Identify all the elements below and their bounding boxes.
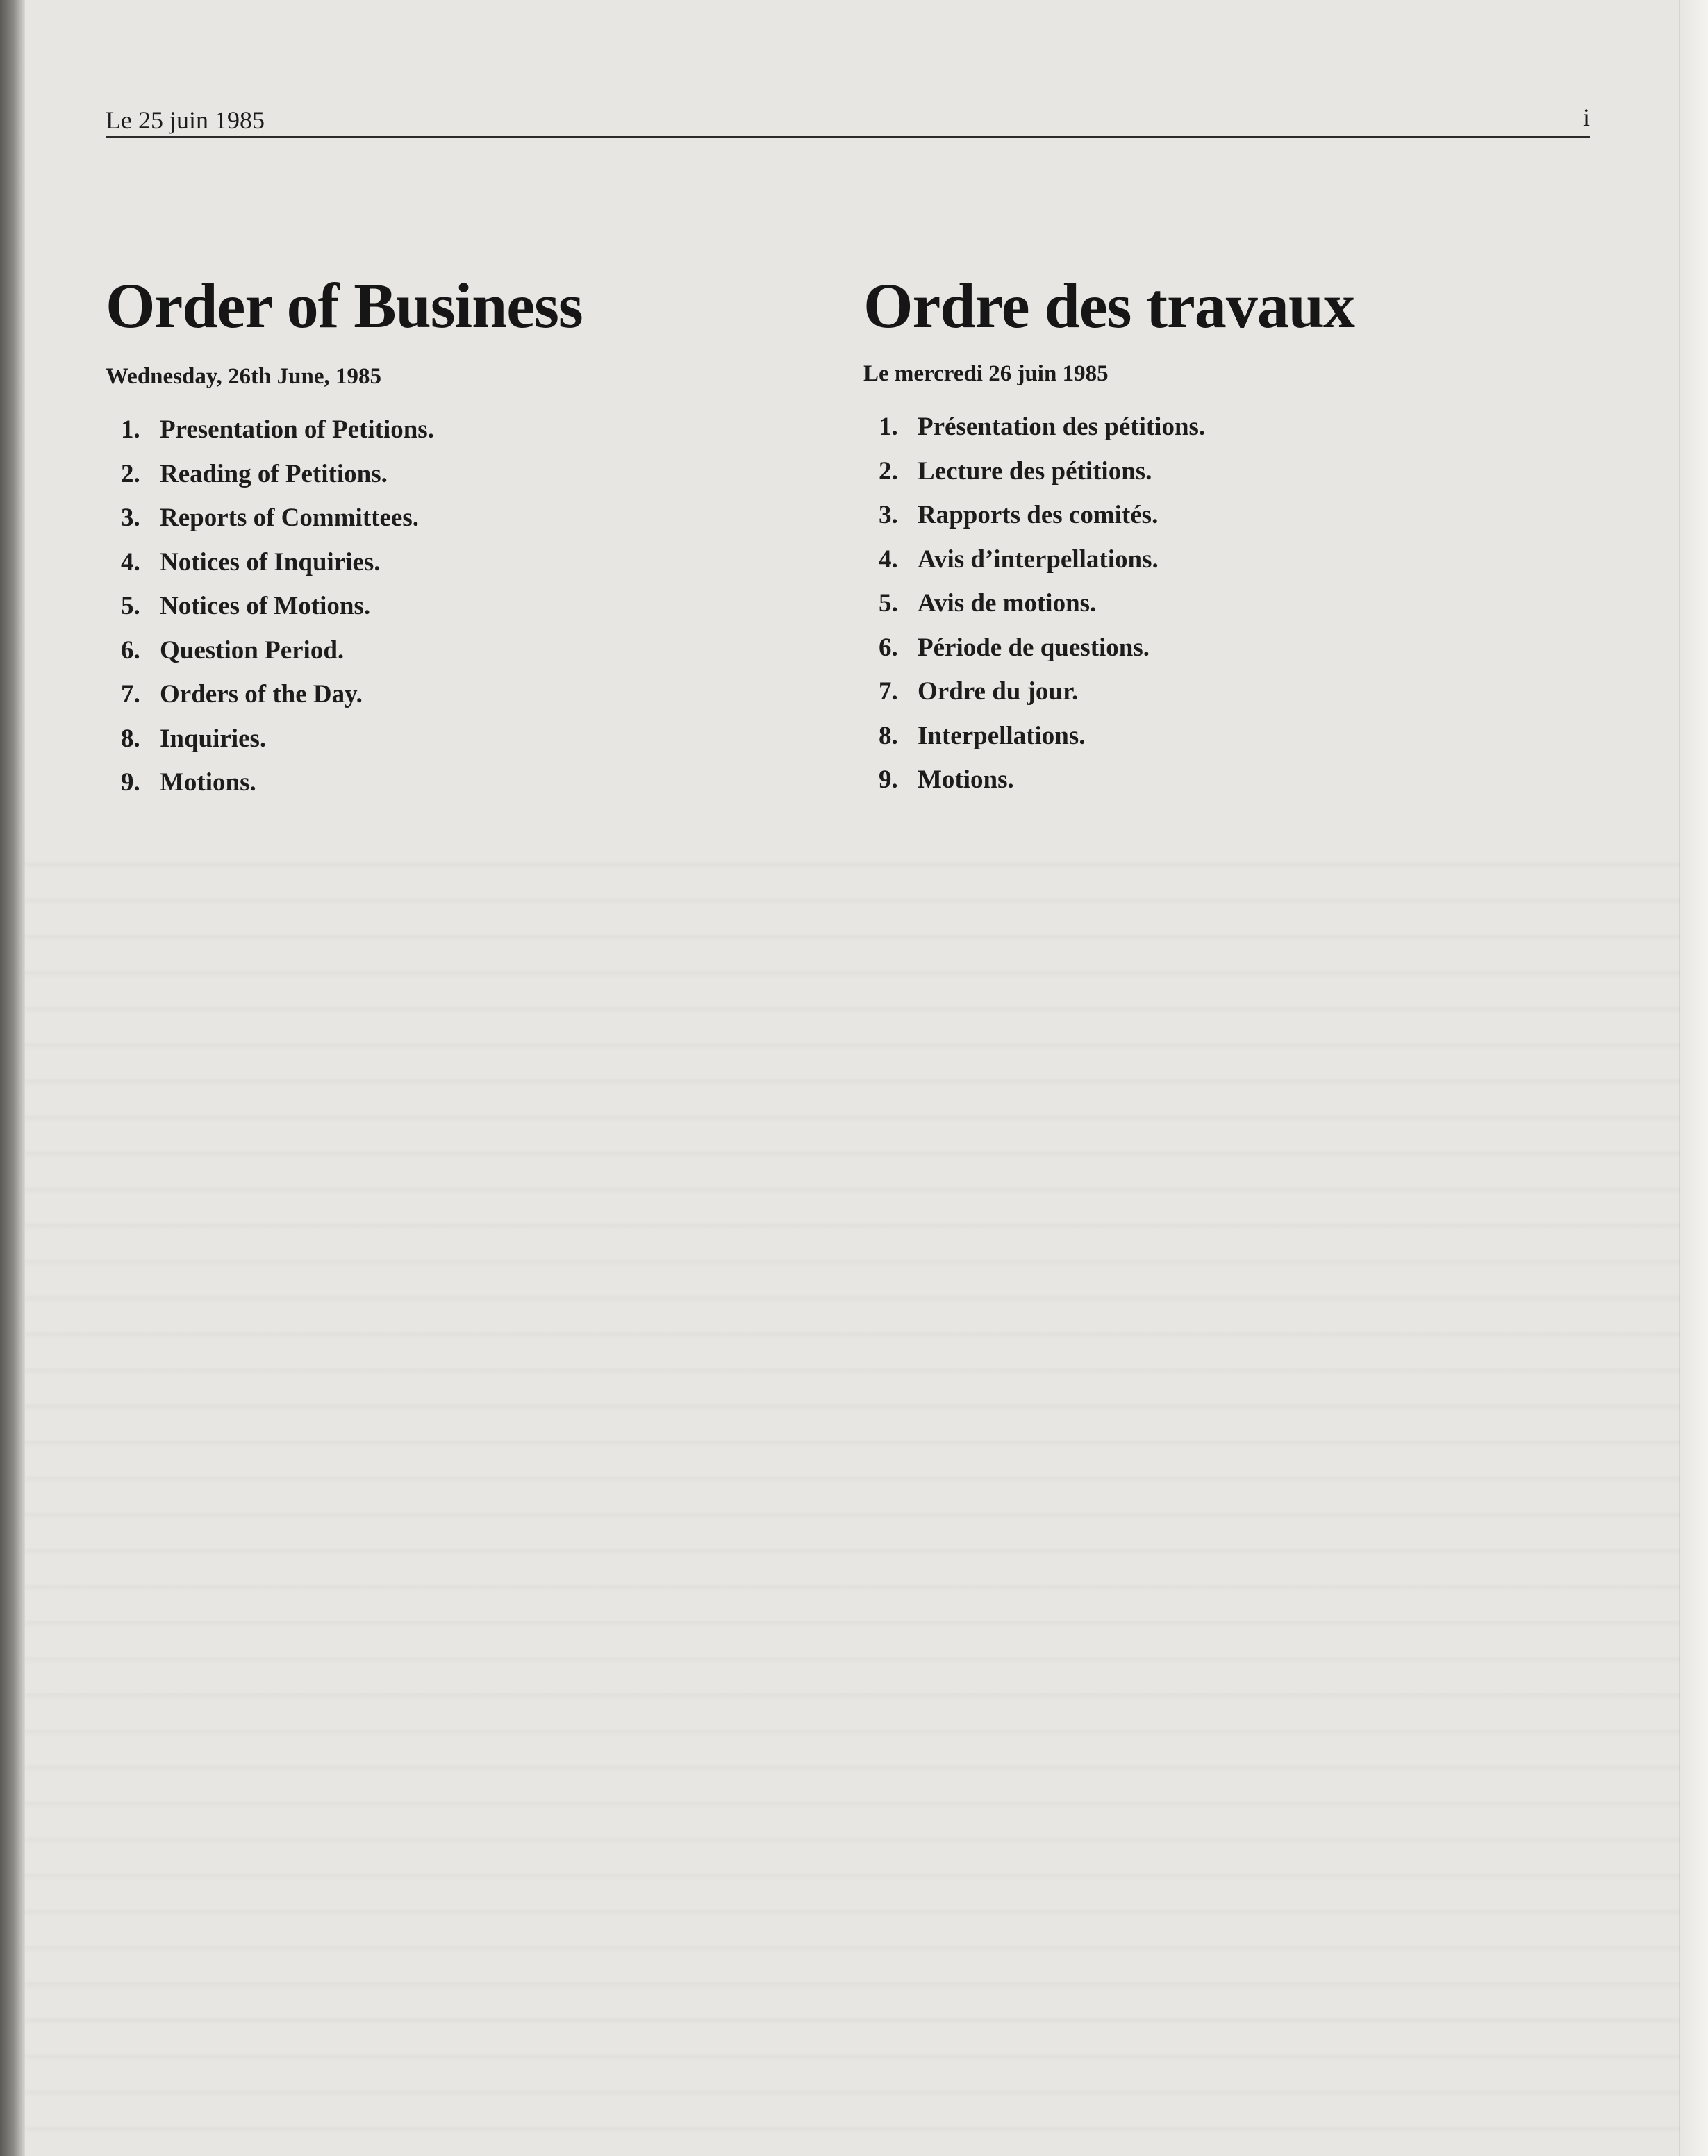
list-item (121, 496, 828, 540)
english-date: Wednesday, 26th June, 1985 (106, 364, 381, 389)
english-order-list (106, 408, 828, 805)
list-item (879, 758, 1586, 802)
item-number: 8. (121, 724, 140, 753)
english-title: Order of Business (106, 270, 583, 341)
item-number: 5. (121, 592, 140, 620)
list-item (121, 452, 828, 497)
item-number: 6. (879, 633, 898, 662)
item-label: Motions. (918, 765, 1014, 794)
page-number: i (1582, 103, 1590, 131)
item-number: 4. (121, 547, 140, 577)
item-number: 2. (121, 459, 140, 488)
item-label: Avis de motions. (918, 589, 1097, 617)
page-right-edge (1679, 0, 1708, 2156)
list-item (879, 670, 1586, 714)
item-number: 3. (121, 504, 140, 532)
show-through-texture (25, 834, 1680, 2156)
item-label: Ordre du jour. (918, 677, 1079, 706)
item-number: 9. (879, 765, 898, 794)
item-label: Présentation des pétitions. (918, 413, 1206, 441)
item-label: Inquiries. (160, 724, 267, 753)
list-item (121, 629, 828, 673)
item-label: Lecture des pétitions. (918, 456, 1152, 486)
item-label: Rapports des comités. (918, 501, 1159, 529)
item-number: 8. (879, 721, 898, 750)
list-item (121, 672, 828, 717)
french-date: Le mercredi 26 juin 1985 (863, 361, 1109, 386)
item-label: Interpellations. (918, 721, 1086, 750)
item-number: 7. (879, 677, 898, 706)
item-label: Notices of Inquiries. (160, 547, 381, 577)
list-item (121, 408, 828, 452)
french-column (863, 271, 1586, 802)
header-date: Le 25 juin 1985 (106, 106, 265, 134)
list-item (121, 540, 828, 585)
item-label: Question Period. (160, 636, 345, 665)
list-item (121, 584, 828, 629)
running-header (106, 103, 1590, 138)
item-number: 9. (121, 768, 140, 797)
item-number: 3. (879, 501, 898, 529)
item-label: Orders of the Day. (160, 680, 363, 708)
item-label: Motions. (160, 768, 256, 797)
list-item (879, 714, 1586, 758)
item-label: Reports of Committees. (160, 504, 419, 532)
item-number: 5. (879, 589, 898, 617)
item-label: Avis d’interpellations. (918, 545, 1159, 574)
list-item (121, 761, 828, 805)
item-label: Presentation of Petitions. (160, 415, 434, 444)
list-item (879, 405, 1586, 449)
item-label: Notices of Motions. (160, 592, 371, 620)
list-item (121, 717, 828, 761)
list-item (879, 538, 1586, 582)
english-column (106, 271, 828, 805)
item-number: 4. (879, 545, 898, 574)
item-label: Période de questions. (918, 633, 1150, 662)
item-number: 7. (121, 680, 140, 708)
list-item (879, 626, 1586, 670)
item-number: 1. (121, 415, 140, 444)
list-item (879, 581, 1586, 626)
french-title: Ordre des travaux (863, 270, 1355, 341)
item-number: 2. (879, 456, 898, 486)
item-number: 6. (121, 636, 140, 665)
item-label: Reading of Petitions. (160, 459, 388, 488)
item-number: 1. (879, 413, 898, 441)
list-item (879, 449, 1586, 494)
list-item (879, 493, 1586, 538)
french-order-list (863, 405, 1586, 802)
page-binding-edge (0, 0, 25, 2156)
